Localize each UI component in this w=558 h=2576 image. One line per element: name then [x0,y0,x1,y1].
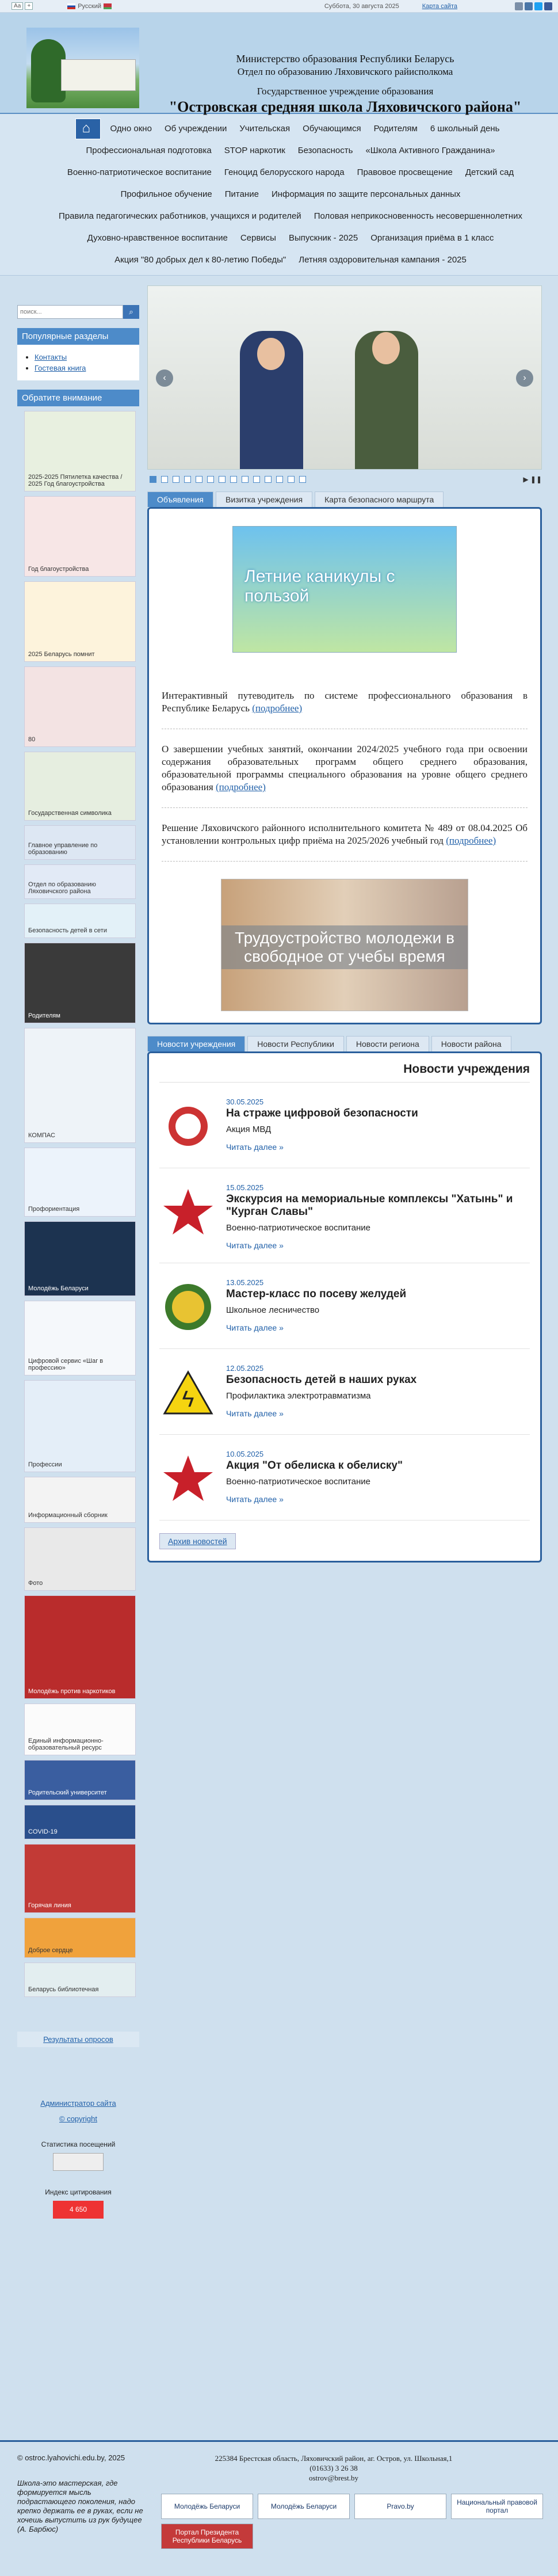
info-tabs [147,491,542,507]
menu-item[interactable]: Питание [224,189,259,199]
photo-slider[interactable] [147,285,542,470]
menu-item[interactable]: STOP наркотик [224,146,285,155]
language-selector[interactable] [67,3,112,10]
banner-caption: Главное управление по образованию [28,842,98,856]
slider-dot[interactable] [173,476,179,483]
attention-heading: Обратите внимание [17,390,139,406]
main-content [147,285,542,1563]
news-category: Акция МВД [226,1125,272,1134]
sidebar-banner[interactable] [24,496,136,577]
slider-dot[interactable] [299,476,306,483]
contacts-link[interactable]: Контакты [35,353,67,361]
menu-item[interactable]: Обучающимся [303,124,361,134]
flag-by-icon[interactable] [104,3,112,9]
menu-item[interactable]: Об учреждении [164,124,227,134]
banner-caption: Государственная символика [28,810,112,817]
menu-row [40,184,541,205]
sidebar-banner[interactable] [24,1477,136,1523]
slider-dot[interactable] [184,476,191,483]
slider-dot[interactable] [276,476,283,483]
footer-phone: (01633) 3 26 38 [309,2464,358,2472]
menu-row [40,206,541,227]
announcement-more-link[interactable]: (подробнее) [446,835,496,846]
announcement-list [162,676,528,862]
menu-item[interactable]: Духовно-нравственное воспитание [87,233,228,243]
header-titles [150,53,541,116]
summer-holidays-banner[interactable] [232,526,457,653]
banner-caption: Фото [28,1580,43,1587]
sidebar-banner[interactable] [24,1221,136,1296]
sidebar-banner[interactable] [24,1595,136,1699]
sidebar-banner[interactable] [24,943,136,1023]
tab-1[interactable]: Визитка учреждения [216,491,312,507]
news-item [159,1263,530,1349]
news-tabs [147,1036,542,1051]
footer-quote: Школа-это мастерская, где формируется мысль подрастающего поколения, надо крепко держать ее в руках, если не хочешь выпустить из рук будущее (А. Барбюс) [17,2479,143,2533]
slider-dot[interactable] [150,476,156,483]
tab-0[interactable]: Объявления [147,491,213,507]
footer-badges [161,2494,546,2549]
search-button[interactable] [123,305,139,319]
news-body [226,1364,416,1422]
announcement [162,808,528,862]
stats-label: Статистика посещений [41,2140,116,2148]
warning-icon[interactable] [159,1364,217,1422]
footer-badge[interactable]: Национальный правовой портал [451,2494,543,2519]
banner-caption: Молодёжь против наркотиков [28,1688,116,1695]
news-heading: Новости учреждения [159,1060,530,1083]
sidebar-banner[interactable] [24,581,136,662]
top-bar [0,0,558,13]
news-category: Военно-патриотическое воспитание [226,1477,371,1487]
banner-caption: 2025 Беларусь помнит [28,651,95,658]
news-tab-3[interactable]: Новости района [431,1036,511,1051]
footer-address: 225384 Брестская область, Ляховичский район, аг. Остров, ул. Школьная,1 [215,2454,453,2463]
news-date: 30.05.2025 [226,1098,264,1106]
read-more-link[interactable]: Читать далее » [226,1142,284,1152]
popular-links [17,345,139,380]
slider-pagination [147,470,542,483]
footer-email[interactable]: ostrov@brest.by [309,2474,358,2482]
news-archive-button[interactable]: Архив новостей [159,1533,236,1549]
home-button[interactable] [75,119,101,139]
news-tab-0[interactable]: Новости учреждения [147,1036,245,1051]
sidebar-banner[interactable] [24,825,136,860]
site-footer [0,2440,558,2576]
banner-caption: Беларусь библиотечная [28,1986,99,1993]
copyright-link[interactable]: © copyright [59,2114,97,2123]
banner-caption: Отдел по образованию Ляховичского района [28,881,96,895]
sidebar-banner[interactable] [24,1805,136,1839]
news-item [159,1349,530,1435]
sitemap-link[interactable]: Карта сайта [422,2,457,10]
news-date: 15.05.2025 [226,1183,264,1192]
guestbook-link[interactable]: Гостевая книга [35,364,86,372]
font-increase-button[interactable]: + [25,2,33,10]
slider-dot[interactable] [242,476,249,483]
main-menu [0,114,558,276]
read-more-link[interactable]: Читать далее » [226,1409,284,1418]
sidebar-banner[interactable] [24,1527,136,1591]
polls-link[interactable]: Результаты опросов [17,2032,139,2047]
vk-icon[interactable] [525,2,533,10]
slider-prev-button[interactable]: ‹ [156,369,173,387]
slider-dot[interactable] [288,476,295,483]
news-date: 13.05.2025 [226,1278,264,1287]
left-sidebar [17,305,139,2219]
twitter-icon[interactable] [534,2,542,10]
menu-item[interactable]: Детский сад [465,167,514,177]
menu-item[interactable]: «Школа Активного Гражданина» [365,146,495,155]
sidebar-banner[interactable] [24,864,136,899]
sidebar-banner[interactable] [24,1380,136,1472]
slider-play-pause-icon[interactable]: ▶ ❚❚ [523,475,542,483]
news-panel [147,1051,542,1563]
slider-dot[interactable] [253,476,260,483]
menu-item[interactable]: Информация по защите персональных данных [271,189,461,199]
news-item [159,1083,530,1168]
banner-caption: Горячая линия [28,1902,71,1909]
banner-caption: КОМПАС [28,1132,55,1139]
banner-caption: Информационный сборник [28,1512,108,1519]
sidebar-banner[interactable] [24,1704,136,1755]
announcement-more-link[interactable]: (подробнее) [215,782,266,792]
news-title[interactable]: Экскурсия на мемориальные комплексы "Хатынь" и "Курган Славы" [226,1193,513,1218]
news-category: Профилактика электротравматизма [226,1391,371,1401]
search-icon: ⌕ [129,307,133,316]
employment-banner-text: Трудоустройство молодежи в свободное от учебы время [221,925,468,969]
menu-item[interactable]: 6 школьный день [430,124,500,134]
banner-caption: Родительский университет [28,1789,107,1796]
sidebar-banner[interactable] [24,1028,136,1143]
sidebar-banner[interactable] [24,411,136,491]
menu-item[interactable]: Выпускник - 2025 [288,233,358,243]
footer-badge[interactable]: Молодёжь Беларуси [258,2494,350,2519]
star-icon[interactable] [159,1183,217,1241]
menu-item[interactable]: Организация приёма в 1 класс [370,233,494,243]
sidebar-banner[interactable] [24,1844,136,1913]
banner-caption: Родителям [28,1012,60,1019]
news-body [226,1183,530,1250]
banner-caption: Год благоустройства [28,566,89,573]
menu-row [40,162,541,183]
news-category: Военно-патриотическое воспитание [226,1223,371,1233]
footer-copyright: © ostroc.lyahovichi.edu.by, 2025 [17,2453,125,2462]
news-date: 12.05.2025 [226,1364,264,1373]
menu-row [40,140,541,161]
forest-emblem-icon[interactable] [159,1278,217,1336]
banner-caption: Молодёжь Беларуси [28,1285,89,1292]
banner-caption: 2025-2025 Пятилетка качества / 2025 Год благоустройства [28,474,123,487]
banner-caption: 80 [28,736,36,743]
banner-caption: Профориентация [28,1206,80,1213]
news-item [159,1435,530,1521]
sidebar-banner[interactable] [24,1760,136,1800]
news-list [159,1083,530,1521]
institution-type: Государственное учреждение образования [257,86,434,97]
menu-item[interactable]: Профессиональная подготовка [86,146,212,155]
yandex-counter[interactable]: 4 650 [53,2201,104,2219]
news-body [226,1278,406,1336]
social-links [515,2,552,10]
citation-label: Индекс цитирования [45,2188,112,2196]
banner-caption: Цифровой сервис «Шаг в профессию» [28,1358,104,1371]
news-title[interactable]: Акция "От обелиска к обелиску" [226,1460,403,1472]
news-title[interactable]: На страже цифровой безопасности [226,1107,418,1119]
language-label: Русский [78,2,102,10]
menu-row [40,228,541,249]
svg-text:ϟ: ϟ [182,1386,194,1412]
news-tab-1[interactable]: Новости Республики [247,1036,344,1051]
announcement [162,729,528,808]
news-date: 10.05.2025 [226,1450,264,1458]
read-more-link[interactable]: Читать далее » [226,1495,284,1504]
visit-counter-badge[interactable] [53,2153,104,2171]
news-body [226,1098,418,1155]
news-title[interactable]: Мастер-класс по посеву желудей [226,1288,407,1300]
banner-caption: Безопасность детей в сети [28,927,107,934]
footer-badge[interactable]: Портал Президента Республики Беларусь [161,2524,253,2549]
read-more-link[interactable]: Читать далее » [226,1241,284,1250]
menu-item[interactable]: Учительская [239,124,291,134]
menu-item[interactable]: Безопасность [297,146,353,155]
slider-dot[interactable] [207,476,214,483]
sidebar-banner[interactable] [24,1918,136,1958]
menu-row [40,119,541,139]
facebook-icon[interactable] [544,2,552,10]
menu-row [40,250,541,270]
slider-dot[interactable] [265,476,272,483]
read-more-link[interactable]: Читать далее » [226,1323,284,1332]
sidebar-banner[interactable] [24,666,136,747]
sidebar-banner[interactable] [24,1148,136,1217]
tab-2[interactable]: Карта безопасного маршрута [315,491,444,507]
menu-item[interactable]: Родителям [373,124,418,134]
shield-icon[interactable] [159,1098,217,1155]
slider-dot[interactable] [230,476,237,483]
banner-caption: Доброе сердце [28,1947,73,1954]
banner-caption: Профессии [28,1461,62,1468]
banner-caption: Единый информационно-образовательный ресурс [28,1737,104,1751]
search-form [17,305,139,319]
school-photo[interactable] [26,28,139,108]
announcement [162,676,528,729]
menu-item[interactable]: Половая неприкосновенность несовершеннолетних [314,211,522,221]
sidebar-banner[interactable] [24,1301,136,1375]
font-size-controls [12,2,33,10]
admin-link[interactable]: Администратор сайта [40,2099,116,2108]
school-name: "Островская средняя школа Ляховичского района" [169,98,522,115]
slider-next-button[interactable]: › [516,369,533,387]
department-title: Отдел по образованию Ляховичского райисполкома [237,66,453,77]
news-item [159,1168,530,1263]
slider-dot[interactable] [161,476,168,483]
banner-list [17,411,139,1997]
announcement-text: Решение Ляховичского районного исполнительного комитета № 489 от 08.04.2025 Об установлении контрольных цифр приёма на 2025/2026 учебный год [162,822,528,846]
menu-item[interactable]: Одно окно [110,124,152,134]
news-body [226,1450,403,1507]
menu-item[interactable]: Военно-патриотическое воспитание [67,167,212,177]
menu-item[interactable]: Геноцид белорусского народа [224,167,345,177]
popular-sections-heading: Популярные разделы [17,328,139,345]
menu-item[interactable]: Сервисы [240,233,276,243]
menu-item[interactable]: Правовое просвещение [357,167,453,177]
youth-employment-banner[interactable] [221,879,468,1011]
search-input[interactable] [17,305,123,319]
ministry-title: Министерство образования Республики Беларусь [236,53,454,64]
sidebar-banner[interactable] [24,752,136,821]
font-size-button[interactable]: Аа [12,2,23,10]
news-tab-2[interactable]: Новости региона [346,1036,429,1051]
menu-item[interactable]: Акция "80 добрых дел к 80-летию Победы" [114,255,286,265]
news-title[interactable]: Безопасность детей в наших руках [226,1374,417,1386]
slider-dot[interactable] [219,476,226,483]
banner-caption: COVID-19 [28,1828,58,1835]
menu-item[interactable]: Профильное обучение [120,189,212,199]
announcements-panel [147,507,542,1024]
home-social-icon[interactable] [515,2,523,10]
footer-badge[interactable]: Молодёжь Беларуси [161,2494,253,2519]
news-category: Школьное лесничество [226,1305,320,1315]
announcement-text: Интерактивный путеводитель по системе профессионального образования в Республике Беларусь [162,690,528,714]
sidebar-banner[interactable] [24,1963,136,1997]
summer-banner-text: Летние каникулы с пользой [244,567,395,605]
menu-item[interactable]: Правила педагогических работников, учащихся и родителей [59,211,301,221]
slider-dot[interactable] [196,476,202,483]
current-date: Суббота, 30 августа 2025 [324,2,399,10]
announcement-more-link[interactable]: (подробнее) [252,703,303,714]
site-header [0,13,558,114]
star-icon[interactable] [159,1450,217,1507]
sidebar-banner[interactable] [24,904,136,938]
announcement-text: О завершении учебных занятий, окончании 2024/2025 учебного года при освоении содержания образовательных программ общего среднего образования, образовательной программы специального образования на уровне общего среднего образования [162,744,528,792]
menu-item[interactable]: Летняя оздоровительная кампания - 2025 [299,255,467,265]
flag-ru-icon [67,3,75,9]
footer-badge[interactable]: Pravo.by [354,2494,446,2519]
